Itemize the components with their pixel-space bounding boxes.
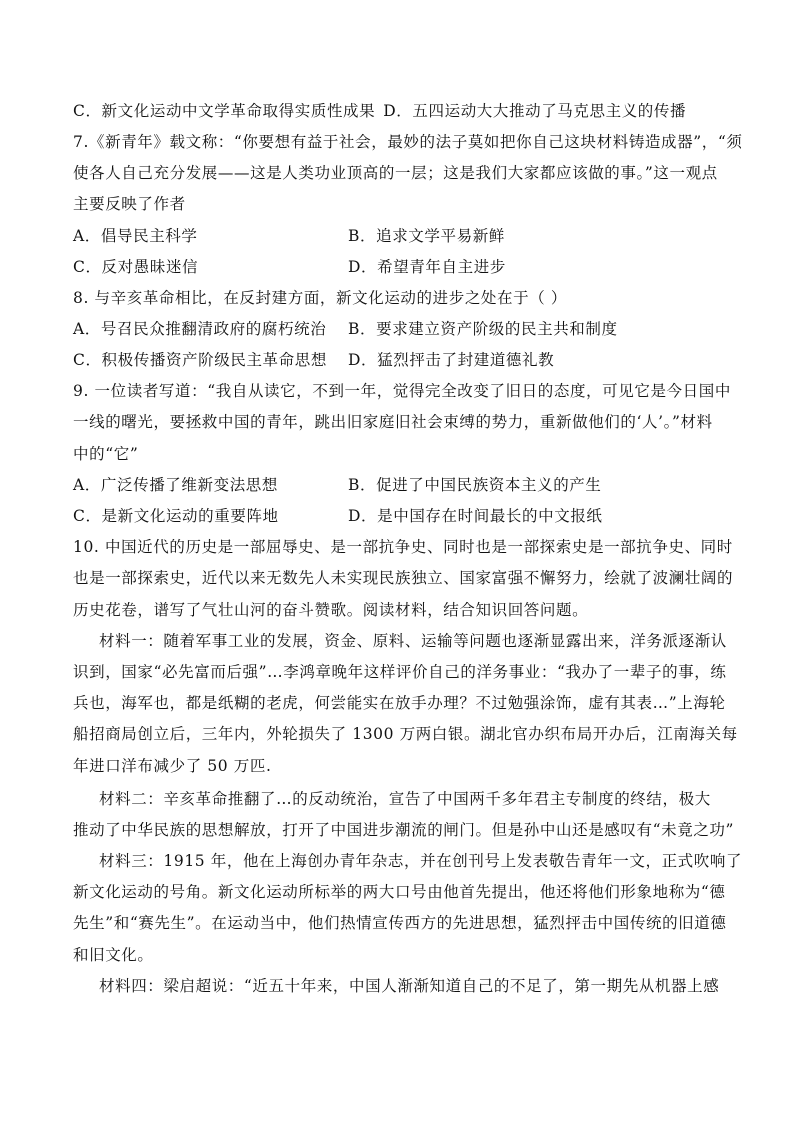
material1-line-5: 年进口洋布减少了 50 万匹. — [73, 757, 272, 775]
q7-stem-line-1: 7.《新青年》载文称：“你要想有益于社会，最妙的法子莫如把你自己这块材料铸造成器”，“须 — [73, 133, 743, 151]
q7-option-d[interactable]: D．希望青年自主进步 — [348, 258, 506, 276]
material1-line-1: 材料一：随着军事工业的发展，资金、原料、运输等问题也逐渐显露出来，洋务派逐渐认 — [99, 632, 727, 650]
material3-line-2: 新文化运动的号角。新文化运动所标举的两大口号由他首先提出，他还将他们形象地称为“德 — [73, 883, 726, 901]
material1-line-4: 船招商局创立后，三年内，外轮损失了 1300 万两白银。湖北官办织布局开办后，江南海关每 — [73, 725, 738, 743]
q9-option-b[interactable]: B．促进了中国民族资本主义的产生 — [348, 476, 602, 494]
material3-line-4: 和旧文化。 — [73, 946, 154, 964]
q7-option-b[interactable]: B．追求文学平易新鲜 — [348, 227, 505, 245]
material3-line-3: 先生”和“赛先生”。在运动当中，他们热情宣传西方的先进思想，猛烈抨击中国传统的旧道德 — [73, 914, 727, 932]
q8-stem: 8. 与辛亥革命相比，在反封建方面，新文化运动的进步之处在于（ ） — [73, 289, 567, 307]
q6-options-cd-row — [73, 100, 733, 122]
q7-stem-line-3: 主要反映了作者 — [73, 195, 186, 213]
q6-option-d[interactable]: D．五四运动大大推动了马克思主义的传播 — [383, 102, 687, 120]
material2-line-2: 推动了中华民族的思想解放，打开了中国进步潮流的闸门。但是孙中山还是感叹有“未竟之功” — [73, 821, 735, 839]
q9-option-c[interactable]: C．是新文化运动的重要阵地 — [73, 507, 279, 525]
material2-line-1: 材料二：辛亥革命推翻了…的反动统治，宣告了中国两千多年君主专制度的终结，极大 — [99, 790, 711, 808]
material1-line-2: 识到，国家“必先富而后强”…李鸿章晚年这样评价自己的洋务事业：“我办了一辈子的事，练 — [73, 663, 727, 681]
q10-stem-line-3: 历史花卷，谱写了气壮山河的奋斗赞歌。阅读材料，结合知识回答问题。 — [73, 601, 589, 619]
q10-stem-line-1: 10. 中国近代的历史是一部屈辱史、是一部抗争史、同时也是一部探索史是一部抗争史、同时 — [73, 538, 733, 556]
q7-option-c[interactable]: C．反对愚昧迷信 — [73, 258, 199, 276]
q7-stem-line-2: 使各人自己充分发展——这是人类功业顶高的一层；这是我们大家都应该做的事。”这一观点 — [73, 164, 718, 182]
material1-line-3: 兵也，海军也，都是纸糊的老虎，何尝能实在放手办理？不过勉强涂饰，虚有其表…”上海轮 — [73, 694, 726, 712]
q8-option-a[interactable]: A．号召民众推翻清政府的腐朽统治 — [73, 320, 327, 338]
q6-option-c[interactable]: C．新文化运动中文学革命取得实质性成果 — [73, 102, 376, 120]
q8-option-d[interactable]: D．猛烈抨击了封建道德礼教 — [348, 351, 555, 369]
q7-option-a[interactable]: A．倡导民主科学 — [73, 227, 198, 245]
q10-stem-line-2: 也是一部探索史，近代以来无数先人未实现民族独立、国家富强不懈努力，绘就了波澜壮阔的 — [73, 569, 734, 587]
q8-option-b[interactable]: B．要求建立资产阶级的民主共和制度 — [348, 320, 618, 338]
q9-stem-line-1: 9. 一位读者写道：“我自从读它，不到一年，觉得完全改变了旧日的态度，可见它是今日国中 — [73, 382, 731, 400]
q8-option-c[interactable]: C．积极传播资产阶级民主革命思想 — [73, 351, 327, 369]
material3-line-1: 材料三：1915 年，他在上海创办青年杂志，并在创刊号上发表敬告青年一文，正式吹响了 — [99, 852, 743, 870]
q9-option-a[interactable]: A．广泛传播了维新变法思想 — [73, 476, 278, 494]
q9-option-d[interactable]: D．是中国存在时间最长的中文报纸 — [348, 507, 603, 525]
q9-stem-line-3: 中的“它” — [73, 445, 139, 463]
material4-line-1: 材料四：梁启超说：“近五十年来，中国人渐渐知道自己的不足了，第一期先从机器上感 — [99, 977, 720, 995]
q9-stem-line-2: 一线的曙光，要拯救中国的青年，跳出旧家庭旧社会束缚的势力，重新做他们的‘人’。”材料 — [73, 413, 713, 431]
